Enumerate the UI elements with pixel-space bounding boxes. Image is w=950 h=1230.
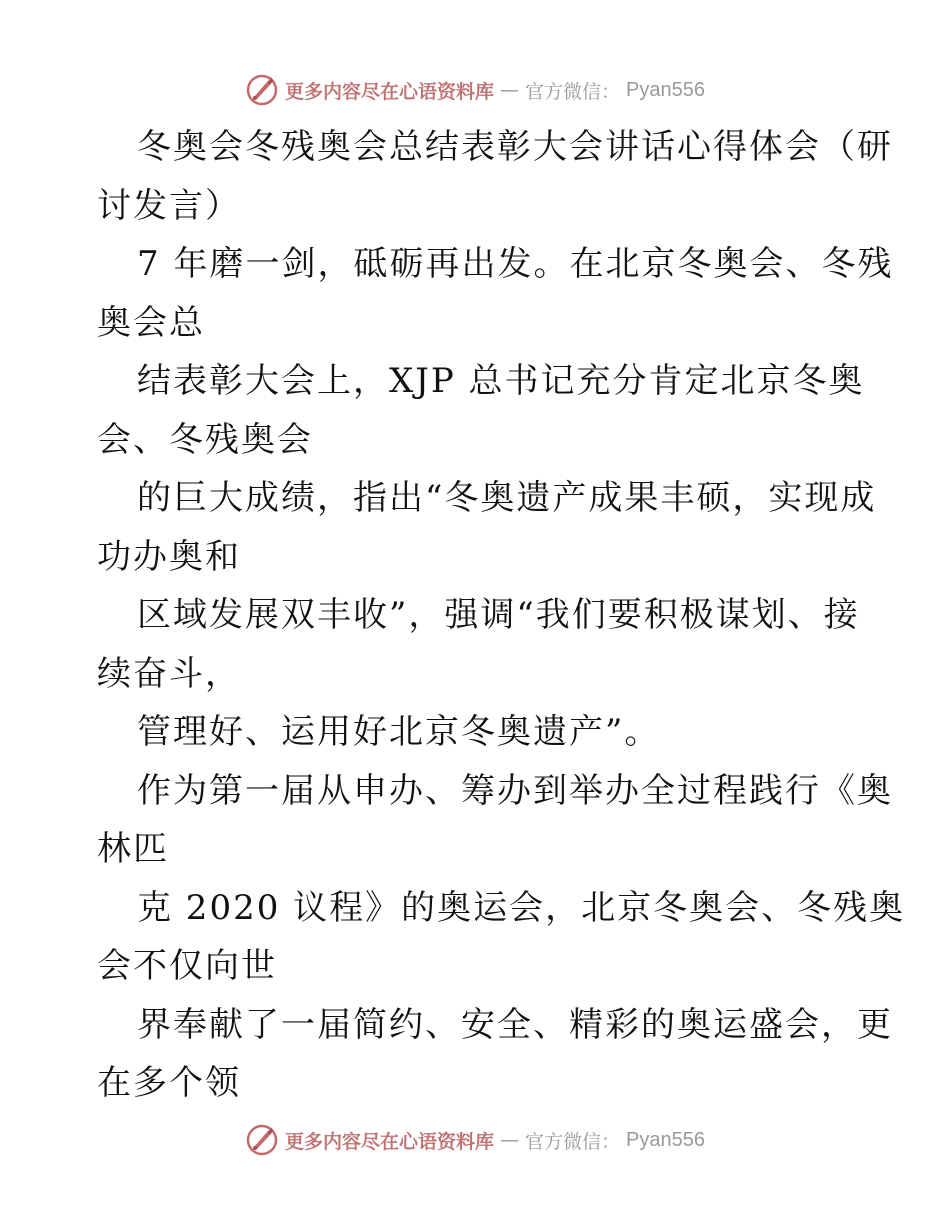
text-line: 冬奥会冬残奥会总结表彰大会讲话心得体会（研 [137,127,893,167]
text-line: 讨发言） [97,185,241,226]
text-line: 作为第一届从申办、筹办到举办全过程践行《奥 [137,770,893,811]
watermark-brand: 更多内容尽在心语资料库 [285,80,495,103]
text-line: 克 2020 议程》的奥运会，北京冬奥会、冬残奥 [137,887,906,928]
quill-logo-icon [245,1123,279,1157]
watermark-dash: — [500,79,520,101]
text-line: 区域发展双丰收”，强调“我们要积极谋划、接 [137,595,860,635]
text-line: 奥会总 [97,302,205,343]
text-line: 的巨大成绩，指出“冬奥遗产成果丰硕，实现成 [137,478,877,518]
watermark-label: 官方微信： [525,1130,621,1153]
watermark-wechat-id: Pyan556 [626,78,705,101]
text-line: 在多个领 [97,1063,241,1103]
text-line: 会、冬残奥会 [97,419,313,460]
watermark-header [0,70,950,110]
text-line: 7 年磨一剑，砥砺再出发。在北京冬奥会、冬残 [137,244,894,284]
watermark-footer [0,1120,950,1160]
text-line: 结表彰大会上，XJP 总书记充分肯定北京冬奥 [137,361,865,401]
text-line: 林匹 [97,829,169,869]
text-line: 界奉献了一届简约、安全、精彩的奥运盛会，更 [137,1004,893,1045]
watermark-wechat-id: Pyan556 [626,1128,705,1151]
text-line: 管理好、运用好北京冬奥遗产”。 [137,712,661,752]
quill-logo-icon [245,73,279,107]
text-line: 功办奥和 [97,536,241,577]
document-body [97,118,906,1113]
watermark-dash: — [500,1129,520,1151]
text-line: 续奋斗， [97,653,241,694]
watermark-brand: 更多内容尽在心语资料库 [285,1130,495,1153]
watermark-label: 官方微信： [525,80,621,103]
text-line: 会不仅向世 [97,946,277,986]
